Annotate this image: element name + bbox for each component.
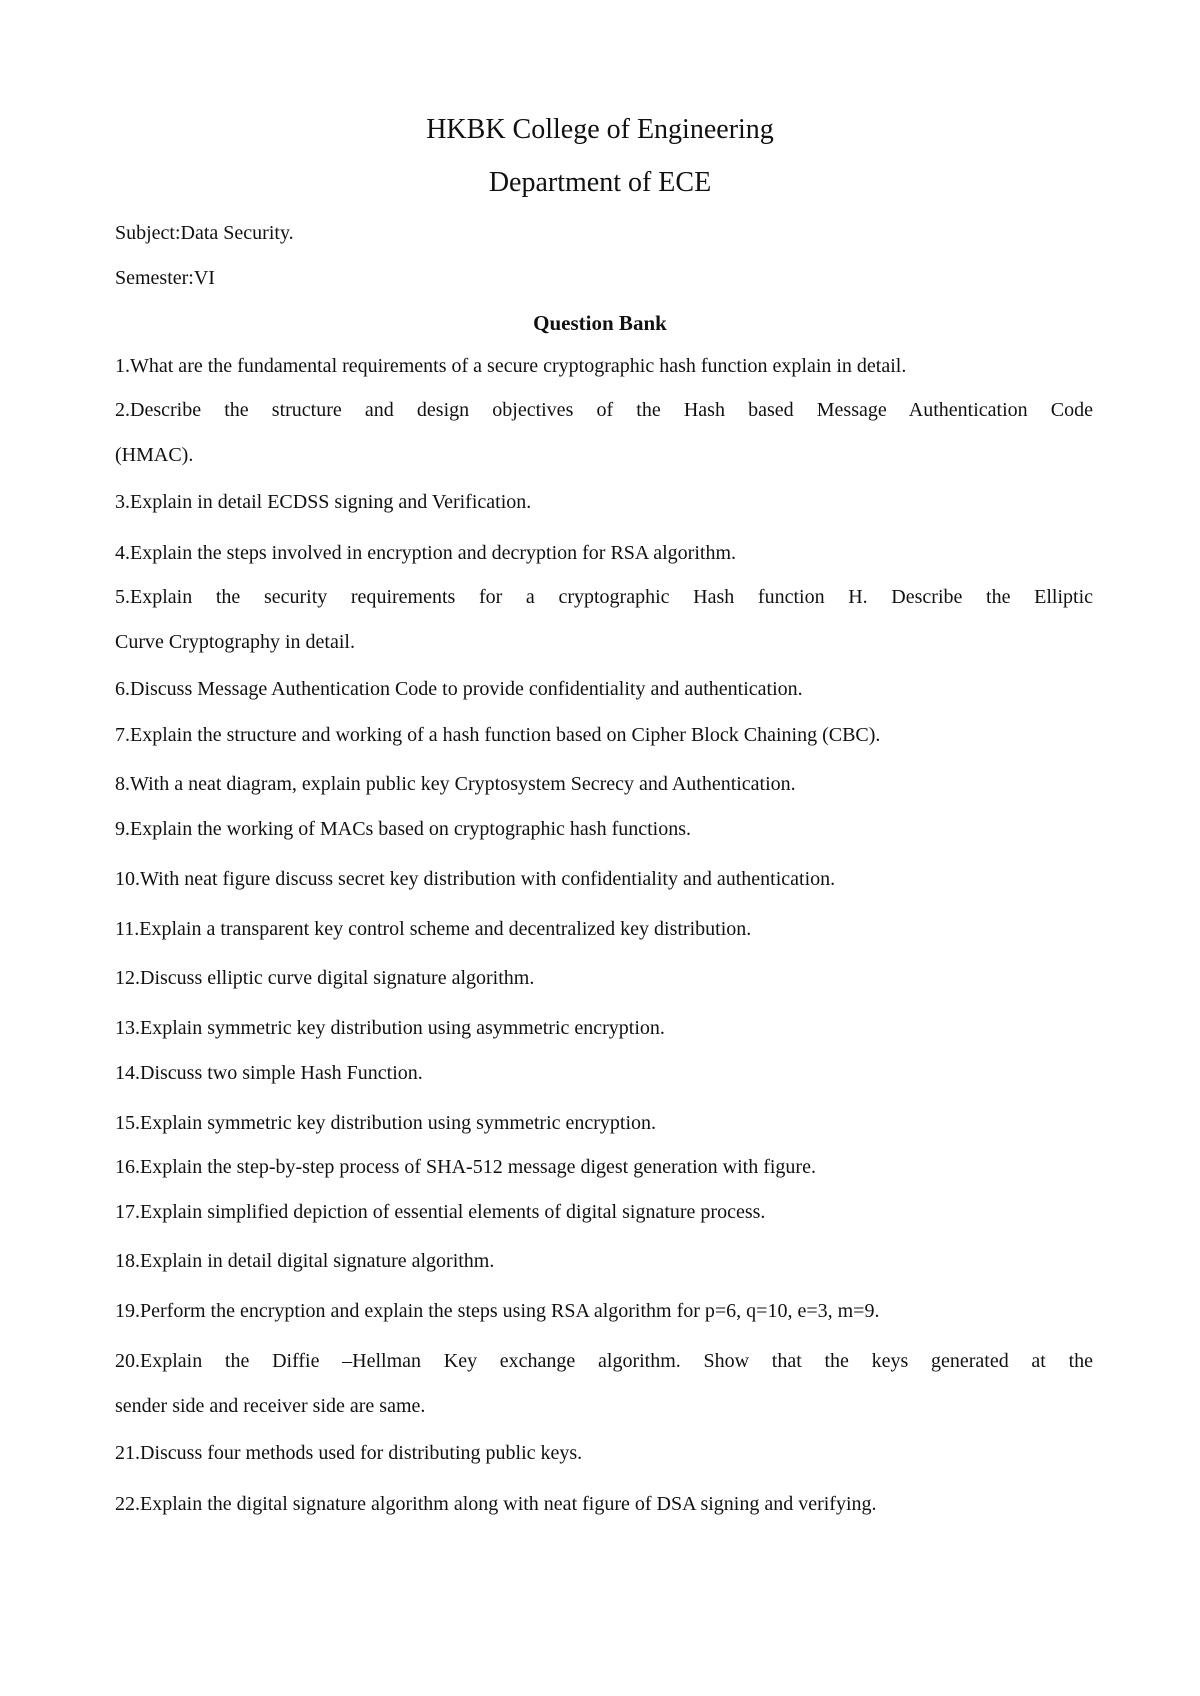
question-item [115, 1239, 1093, 1284]
question-item [115, 667, 1093, 712]
question-item [115, 762, 1093, 807]
question-text-line: 21.Discuss four methods used for distributing public keys. [115, 1442, 583, 1464]
question-item [115, 1289, 1093, 1334]
question-text-line: 12.Discuss elliptic curve digital signature algorithm. [115, 967, 535, 989]
question-item [115, 1101, 1093, 1146]
question-item [115, 1190, 1093, 1235]
question-item [115, 907, 1093, 952]
semester-line: Semester:VI [115, 267, 215, 289]
question-text-line: 16.Explain the step-by-step process of SHA-512 message digest generation with figure. [115, 1156, 816, 1178]
question-item [115, 1482, 1093, 1527]
question-text-line: 17.Explain simplified depiction of essential elements of digital signature process. [115, 1201, 766, 1223]
question-item [115, 1431, 1093, 1476]
question-text-line: 7.Explain the structure and working of a hash function based on Cipher Block Chaining (CBC). [115, 724, 881, 746]
question-text-line: 19.Perform the encryption and explain the steps using RSA algorithm for p=6, q=10, e=3, m=9. [115, 1300, 880, 1322]
question-item [115, 807, 1093, 852]
question-text-line: 1.What are the fundamental requirements of a secure cryptographic hash function explain in detail. [115, 355, 907, 377]
question-item [115, 1145, 1093, 1190]
question-item [115, 344, 1093, 389]
question-text-line: 6.Discuss Message Authentication Code to provide confidentiality and authentication. [115, 678, 803, 700]
question-bank-heading: Question Bank [533, 311, 667, 335]
question-text-line: 9.Explain the working of MACs based on cryptographic hash functions. [115, 818, 692, 840]
question-text-line: 4.Explain the steps involved in encryption and decryption for RSA algorithm. [115, 542, 737, 564]
question-item [115, 1006, 1093, 1051]
question-text-line: sender side and receiver side are same. [115, 1395, 426, 1417]
question-text-line: (HMAC). [115, 444, 194, 466]
question-text-line: 20.Explain the Diffie –Hellman Key exchange algorithm. Show that the keys generated at the [115, 1350, 1093, 1372]
question-text-line: Curve Cryptography in detail. [115, 631, 355, 653]
question-text-line: 18.Explain in detail digital signature algorithm. [115, 1250, 495, 1272]
department-title: Department of ECE [488, 167, 712, 198]
question-text-line: 10.With neat figure discuss secret key distribution with confidentiality and authentication. [115, 868, 836, 890]
question-item [115, 713, 1093, 758]
college-title: HKBK College of Engineering [426, 114, 774, 145]
question-text-line: 8.With a neat diagram, explain public key Cryptosystem Secrecy and Authentication. [115, 773, 796, 795]
question-text-line: 5.Explain the security requirements for a cryptographic Hash function H. Describe the Elliptic [115, 586, 1093, 608]
question-item [115, 531, 1093, 576]
question-text-line: 13.Explain symmetric key distribution using asymmetric encryption. [115, 1017, 665, 1039]
question-text-line: 15.Explain symmetric key distribution using symmetric encryption. [115, 1112, 657, 1134]
question-item [115, 575, 1093, 665]
question-text-line: 14.Discuss two simple Hash Function. [115, 1062, 423, 1084]
question-item [115, 956, 1093, 1001]
question-text-line: 3.Explain in detail ECDSS signing and Verification. [115, 491, 532, 513]
question-item [115, 388, 1093, 478]
question-text-line: 22.Explain the digital signature algorithm along with neat figure of DSA signing and verifying. [115, 1493, 877, 1515]
question-item [115, 1339, 1093, 1429]
question-text-line: 2.Describe the structure and design objectives of the Hash based Message Authentication Code [115, 399, 1093, 421]
question-item [115, 480, 1093, 525]
question-item [115, 1051, 1093, 1096]
question-item [115, 857, 1093, 902]
question-text-line: 11.Explain a transparent key control scheme and decentralized key distribution. [115, 918, 752, 940]
subject-line: Subject:Data Security. [115, 222, 294, 244]
